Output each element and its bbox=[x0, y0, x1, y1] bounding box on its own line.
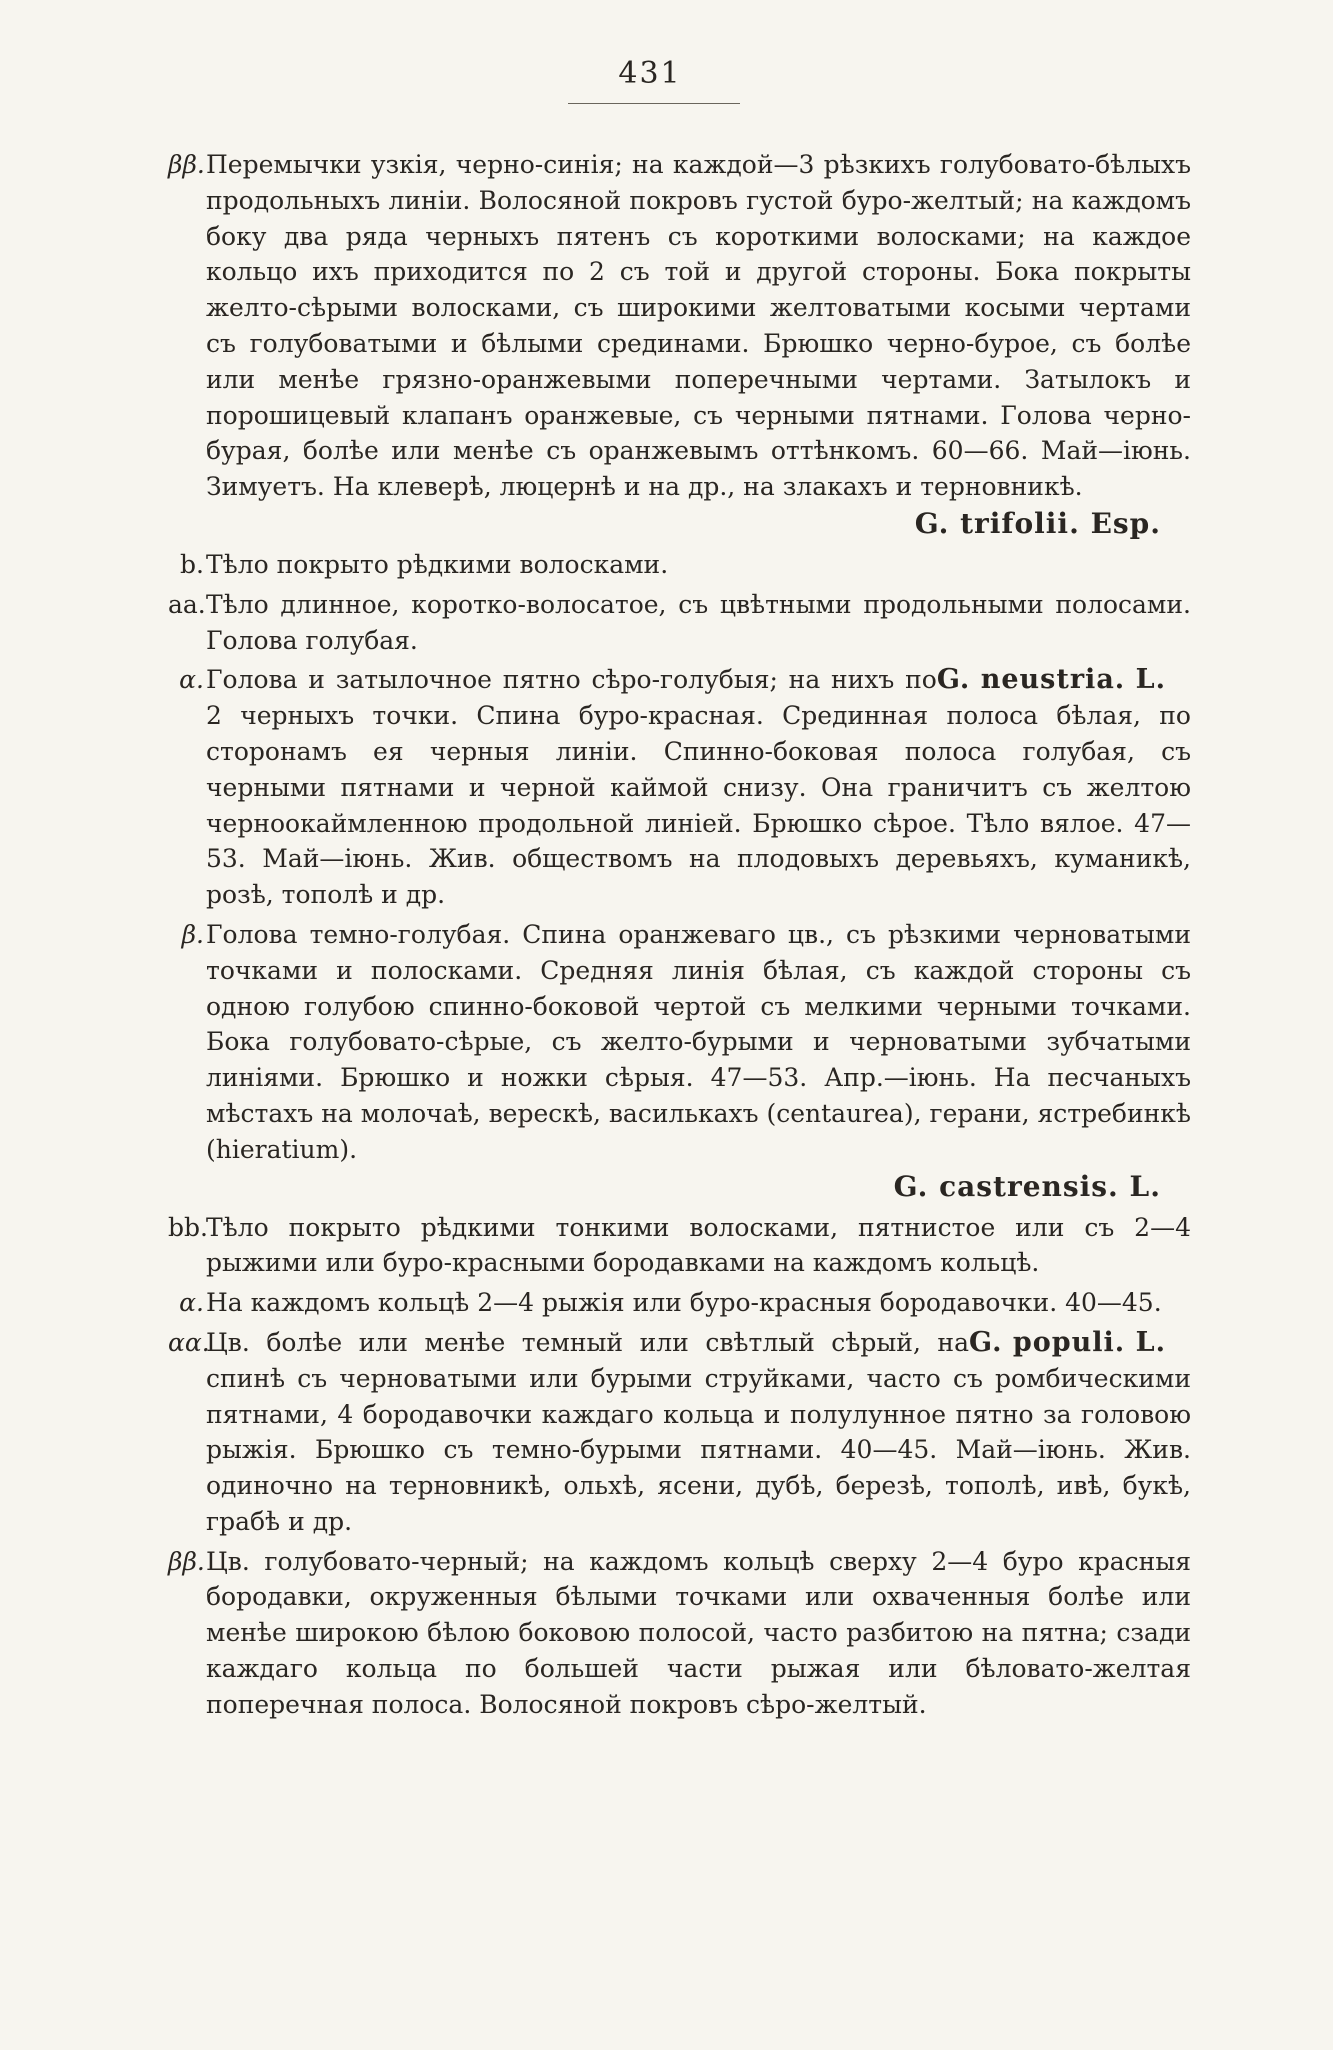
species-name: G. trifolii. Esp. bbox=[914, 506, 1161, 540]
entry-text-body: Цв. болѣе или менѣе темный или свѣтлый сѣрый, на спинѣ съ черноватыми или бурыми струйками, часто съ ромбическими пятнами, 4 бородавочки каждаго кольца и полулунное пятно за головою рыжія. Брюшко съ темно-бурыми пятнами. 40—45. Май—іюнь. Жив. одиночно на терновникѣ, ольхѣ, ясени, дубѣ, березѣ, тополѣ, ивѣ, букѣ, грабѣ и др. bbox=[206, 1327, 1191, 1536]
species-name: G. castrensis. L. bbox=[893, 1169, 1161, 1203]
entry-text: Цв. голубовато-черный; на каждомъ кольцѣ сверху 2—4 буро красныя бородавки, окруженныя бѣлыми точками или охваченныя болѣе или менѣе широкою бѣлою боковою полосой, часто разбитою на пятна; сзади каждаго кольца по большей части рыжая или бѣловато-желтая поперечная полоса. Волосяной покровъ сѣро-желтый. bbox=[206, 1546, 1191, 1719]
entry-marker: aa. bbox=[168, 589, 206, 619]
entry-marker: αα. bbox=[168, 1327, 210, 1357]
entry-text: Тѣло длинное, коротко-волосатое, съ цвѣтными продольными полосами. Голова голубая. bbox=[206, 589, 1191, 655]
entry-marker: α. bbox=[179, 665, 204, 695]
page-number: 431 bbox=[618, 56, 682, 91]
entry-text-body: Голова и затылочное пятно сѣро-голубыя; на нихъ по 2 черныхъ точки. Спина буро-красная. Срединная полоса бѣлая, по сторонамъ ея черныя линіи. Спинно-боковая полоса голубая, съ черными пятнами и черной каймой снизу. Она граничитъ съ желтою черноокаймленною продольной линіей. Брюшко сѣрое. Тѣло вялое. 47—53. Май—іюнь. Жив. обществомъ на плодовыхъ деревьяхъ, куманикѣ, розѣ, тополѣ и др. bbox=[206, 665, 1191, 910]
key-entry bbox=[0, 1285, 1333, 1321]
key-entry bbox=[0, 1544, 1333, 1723]
species-name: G. populi. L. bbox=[969, 1326, 1166, 1358]
entry-text bbox=[206, 1325, 1191, 1540]
key-entry bbox=[0, 917, 1333, 1206]
entry-marker: bb. bbox=[168, 1212, 208, 1242]
key-entry bbox=[0, 662, 1333, 913]
entry-text: Голова темно-голубая. Спина оранжеваго цв., съ рѣзкими черноватыми точками и полосками. Средняя линія бѣлая, съ каждой стороны съ одною голубою спинно-боковой чертой съ мелкими черными точками. Бока голубовато-сѣрые, съ желто-бурыми и черноватыми зубчатыми линіями. Брюшко и ножки сѣрыя. 47—53. Апр.—іюнь. На песчаныхъ мѣстахъ на молочаѣ, верескѣ, василькахъ (centaurea), герани, ястребинкѣ (hieratium). bbox=[206, 919, 1191, 1164]
key-entry bbox=[0, 547, 1333, 583]
entry-text bbox=[206, 662, 1191, 913]
entry-text: На каждомъ кольцѣ 2—4 рыжія или буро-красныя бородавочки. 40—45. bbox=[206, 1288, 1162, 1318]
entry-marker: ββ. bbox=[168, 150, 205, 179]
key-entry bbox=[0, 147, 1333, 543]
entry-text: Тѣло покрыто рѣдкими тонкими волосками, пятнистое или съ 2—4 рыжими или буро-красными бородавками на каждомъ кольцѣ. bbox=[206, 1212, 1191, 1278]
entry-text: Перемычки узкія, черно-синія; на каждой—3 рѣзкихъ голубовато-бѣлыхъ продольныхъ линіи. Волосяной покровъ густой буро-желтый; на каждомъ боку два ряда черныхъ пятенъ съ короткими волосками; на каждое кольцо ихъ приходится по 2 съ той и другой стороны. Бока покрыты желто-сѣрыми волосками, съ широкими желтоватыми косыми чертами съ голубоватыми и бѣлыми срединами. Брюшко черно-бурое, съ болѣе или менѣе грязно-оранжевыми поперечными чертами. Затылокъ и порошицевый клапанъ оранжевые, съ черными пятнами. Голова черно-бурая, болѣе или менѣе съ оранжевымъ оттѣнкомъ. 60—66. Май—іюнь. Зимуетъ. На клеверѣ, люцернѣ и на др., на злакахъ и терновникѣ. bbox=[206, 150, 1191, 502]
key-entry bbox=[0, 1210, 1333, 1282]
species-name: G. neustria. L. bbox=[936, 664, 1166, 696]
key-entries bbox=[0, 147, 1333, 1727]
entry-marker: β. bbox=[181, 919, 204, 949]
entry-text: Тѣло покрыто рѣдкими волосками. bbox=[206, 549, 669, 579]
key-entry bbox=[0, 1325, 1333, 1540]
entry-marker: b. bbox=[180, 549, 204, 579]
key-entry bbox=[0, 587, 1333, 659]
entry-marker: α. bbox=[179, 1288, 204, 1318]
entry-marker: ββ. bbox=[168, 1546, 205, 1576]
header-rule bbox=[568, 103, 740, 104]
